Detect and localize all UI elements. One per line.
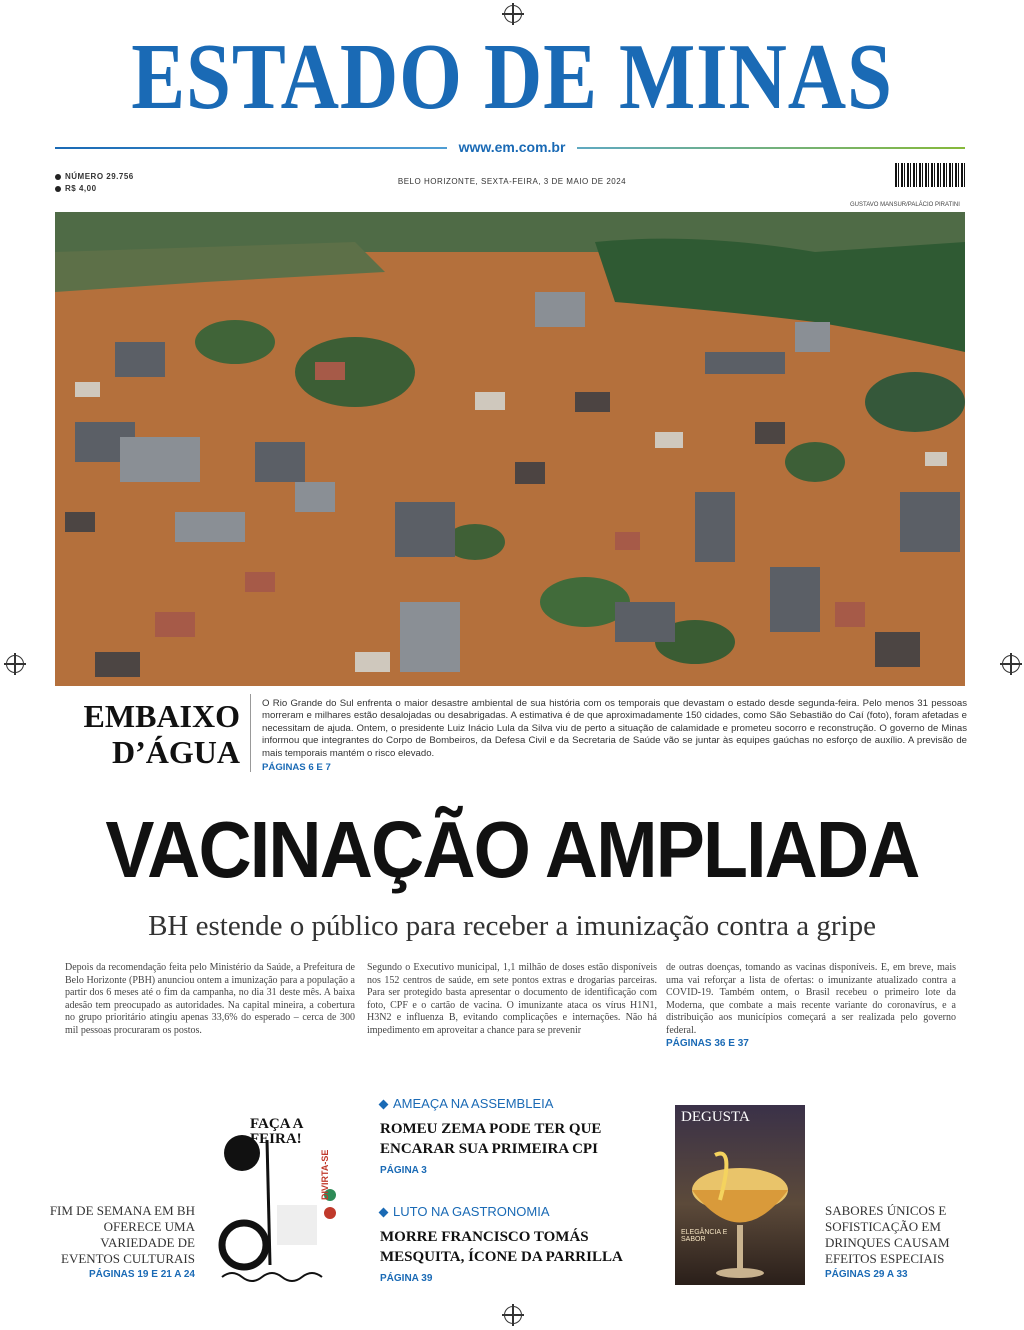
lead-kicker-line1: EMBAIXO <box>83 698 240 734</box>
main-column-3-text: de outras doenças, tomando as vacinas disponíveis. E, em breve, mais uma vai reforçar a lista de ofertas: o imunizante atualizado contra a COVID-19. Também ontem, o Brasil recebeu o primeiro lote da Moderna, que combate a mais recente variante do coronavírus, e a distribuição aos municípios começará a ser realizada pelo governo federal. <box>666 962 956 1036</box>
main-column-3 <box>666 962 956 1050</box>
lead-kicker <box>55 698 240 770</box>
lead-story-text <box>262 698 967 774</box>
barcode <box>895 163 965 187</box>
degusta-cover[interactable] <box>675 1105 805 1285</box>
story-gastronomia <box>380 1204 660 1284</box>
registration-mark-bottom <box>504 1306 522 1324</box>
main-headline: VACINAÇÃO AMPLIADA <box>105 805 919 894</box>
story-assembleia <box>380 1096 650 1176</box>
teaser-culture <box>40 1203 195 1283</box>
price: R$ 4,00 <box>55 184 97 193</box>
story-assembleia-title[interactable]: ROMEU ZEMA PODE TER QUE ENCARAR SUA PRIMEIRA CPI <box>380 1121 602 1157</box>
story-gastronomia-title[interactable]: MORRE FRANCISCO TOMÁS MESQUITA, ÍCONE DA PARRILLA <box>380 1229 623 1265</box>
lead-body: O Rio Grande do Sul enfrenta o maior desastre ambiental de sua história com os temporais que devastam o estado desde segunda-feira. Pelo menos 31 pessoas morreram e milhares estão desalojadas ou desabrigadas. A estimativa é de que aproximadamente 150 cidades, como São Sebastião do Caí (foto), foram afetadas e necessitam de ajuda. Ontem, o presidente Luiz Inácio Lula da Silva viu de perto a situação de calamidade e prometeu socorro e reconstrução. O governo de Minas informou que integrantes do Corpo de Bombeiros, da Defesa Civil e da Secretaria de Saúde vão se juntar às equipes gaúchas no esforço de auxílio. A previsão de mais temporais mantém o risco elevado. <box>262 698 967 759</box>
issue-number: NÚMERO 29.756 <box>55 172 134 181</box>
story-gastronomia-pages[interactable]: PÁGINA 39 <box>380 1273 433 1284</box>
story-assembleia-section: AMEAÇA NA ASSEMBLEIA <box>380 1096 650 1111</box>
faca-side-label: DIVIRTA-SE <box>320 1149 330 1200</box>
story-assembleia-pages[interactable]: PÁGINA 3 <box>380 1165 427 1176</box>
teaser-culture-pages[interactable]: PÁGINAS 19 E 21 A 24 <box>89 1269 195 1280</box>
masthead-title: ESTADO DE MINAS <box>131 25 893 129</box>
main-subhead: BH estende o público para receber a imunização contra a gripe <box>148 910 876 942</box>
main-column-2: Segundo o Executivo municipal, 1,1 milhão de doses estão disponíveis nos 152 centros de saúde, em sete pontos extras e drogarias parceiras. Para ser protegido basta apresentar o documento de identificação com foto, CPF e o cartão de vacina. O imunizante ataca os vírus H1N1, H3N2 e influenza B, evitando complicações e internações. Não há impedimento em aproveitar a chance para se prevenir <box>367 962 657 1036</box>
diamond-bullet-icon <box>379 1100 389 1110</box>
story-gastronomia-section: LUTO NA GASTRONOMIA <box>380 1204 660 1219</box>
teaser-culture-text: FIM DE SEMANA EM BH OFERECE UMA VARIEDADE DE EVENTOS CULTURAIS <box>49 1203 195 1266</box>
registration-mark-top <box>504 5 522 23</box>
lead-pages[interactable]: PÁGINAS 6 E 7 <box>262 762 331 774</box>
faca-title: FAÇA A FEIRA! <box>250 1116 303 1147</box>
degusta-sub: ELEGÂNCIA E SABOR <box>681 1229 728 1243</box>
flood-aerial-photo <box>55 212 965 686</box>
main-pages[interactable]: PÁGINAS 36 E 37 <box>666 1037 749 1049</box>
faca-a-feira-cover[interactable] <box>212 1105 340 1285</box>
teaser-drinks-pages[interactable]: PÁGINAS 29 A 33 <box>825 1269 908 1280</box>
diamond-bullet-icon <box>379 1208 389 1218</box>
bullet-icon <box>55 186 61 192</box>
registration-mark-left <box>6 655 24 673</box>
lead-divider <box>250 694 251 772</box>
registration-mark-right <box>1002 655 1020 673</box>
masthead-url[interactable] <box>0 139 1024 157</box>
url-text[interactable]: www.em.com.br <box>447 139 578 155</box>
dateline: BELO HORIZONTE, SEXTA-FEIRA, 3 DE MAIO DE 2024 <box>397 177 627 186</box>
photo-credit: GUSTAVO MANSUR/PALÁCIO PIRATINI <box>850 202 960 208</box>
teaser-drinks-text: SABORES ÚNICOS E SOFISTICAÇÃO EM DRINQUES CAUSAM EFEITOS ESPECIAIS <box>825 1203 950 1266</box>
teaser-drinks <box>825 1203 975 1283</box>
main-column-1: Depois da recomendação feita pelo Ministério da Saúde, a Prefeitura de Belo Horizonte (PBH) anunciou ontem a imunização para a população a partir dos 6 meses até o fim da campanha, no dia 31 deste mês. A baixa adesão tem preocupado as autoridades. Na capital mineira, a cobertura no grupo prioritário atingiu apenas 33,6% do esperado – cerca de 300 mil pessoas procuraram os postos. <box>65 962 355 1036</box>
degusta-title: DEGUSTA <box>681 1109 750 1125</box>
lead-kicker-line2: D’ÁGUA <box>112 734 240 770</box>
